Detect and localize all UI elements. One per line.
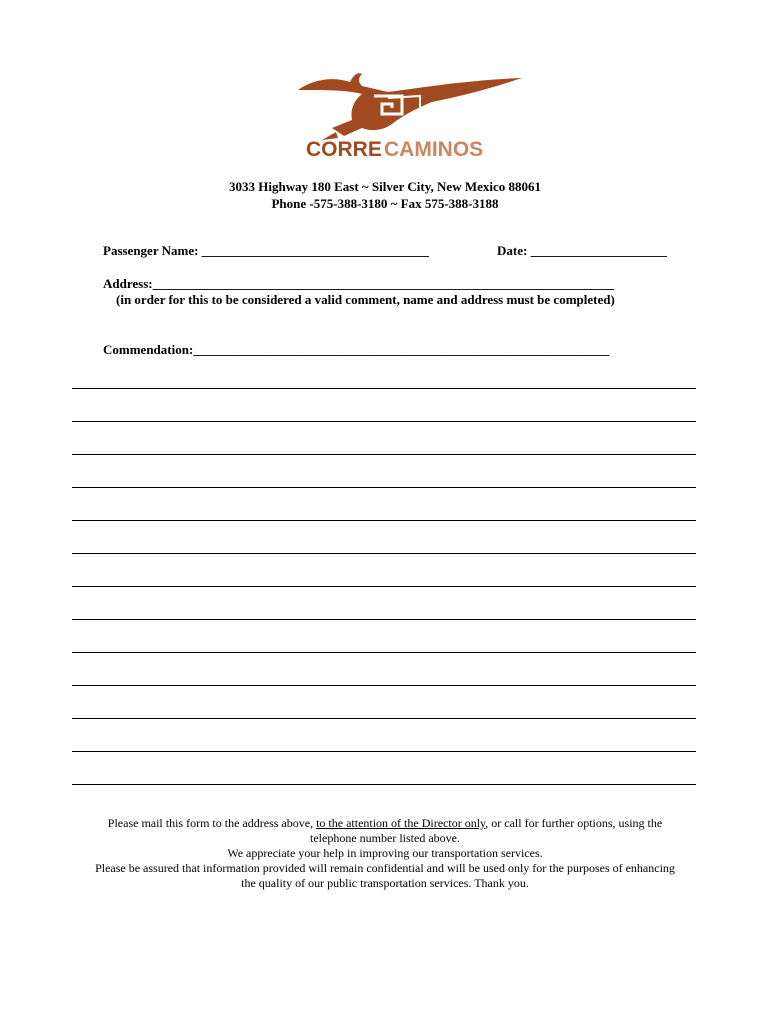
writing-line[interactable] [72,718,696,719]
brand-dark-text: CORRE [306,138,382,161]
passenger-name-field[interactable]: Passenger Name: ___________________________________ [103,243,430,258]
writing-line[interactable] [72,421,696,422]
confidentiality-text: Please be assured that information provided will remain confidential and will be used only for the purposes of enhancing [95,861,675,875]
agency-address-block [0,178,770,212]
address-note: (in order for this to be considered a valid comment, name and address must be completed) [116,292,615,307]
commendation-field[interactable]: Commendation:________________________________________________________________ [103,342,610,357]
writing-line[interactable] [72,454,696,455]
brand-light-text: CAMINOS [384,138,484,161]
appreciation-text: We appreciate your help in improving our transportation services. [227,846,543,860]
correcaminos-logo [292,66,526,166]
roadrunner-logo-icon [292,66,526,166]
writing-line[interactable] [72,520,696,521]
writing-line[interactable] [72,487,696,488]
street-address: 3033 Highway 180 East ~ Silver City, New Mexico 88061 [229,179,541,194]
writing-line[interactable] [72,619,696,620]
instructions-footer [0,816,770,891]
writing-line[interactable] [72,586,696,587]
writing-line[interactable] [72,388,696,389]
phone-instructions: telephone number listed above. [310,831,460,845]
writing-line[interactable] [72,784,696,785]
phone-fax: Phone -575-388-3180 ~ Fax 575-388-3188 [271,196,499,211]
writing-line[interactable] [72,685,696,686]
mail-instructions: Please mail this form to the address above, to the attention of the Director only, or call for further options, using the [107,816,663,830]
writing-line[interactable] [72,751,696,752]
director-attention-text: to the attention of the Director only [316,816,486,830]
address-field[interactable]: Address:_______________________________________________________________________ [103,276,615,291]
date-field[interactable]: Date: _____________________ [497,243,668,258]
writing-line[interactable] [72,652,696,653]
writing-line[interactable] [72,553,696,554]
thank-you-text: the quality of our public transportation services. Thank you. [241,876,529,890]
